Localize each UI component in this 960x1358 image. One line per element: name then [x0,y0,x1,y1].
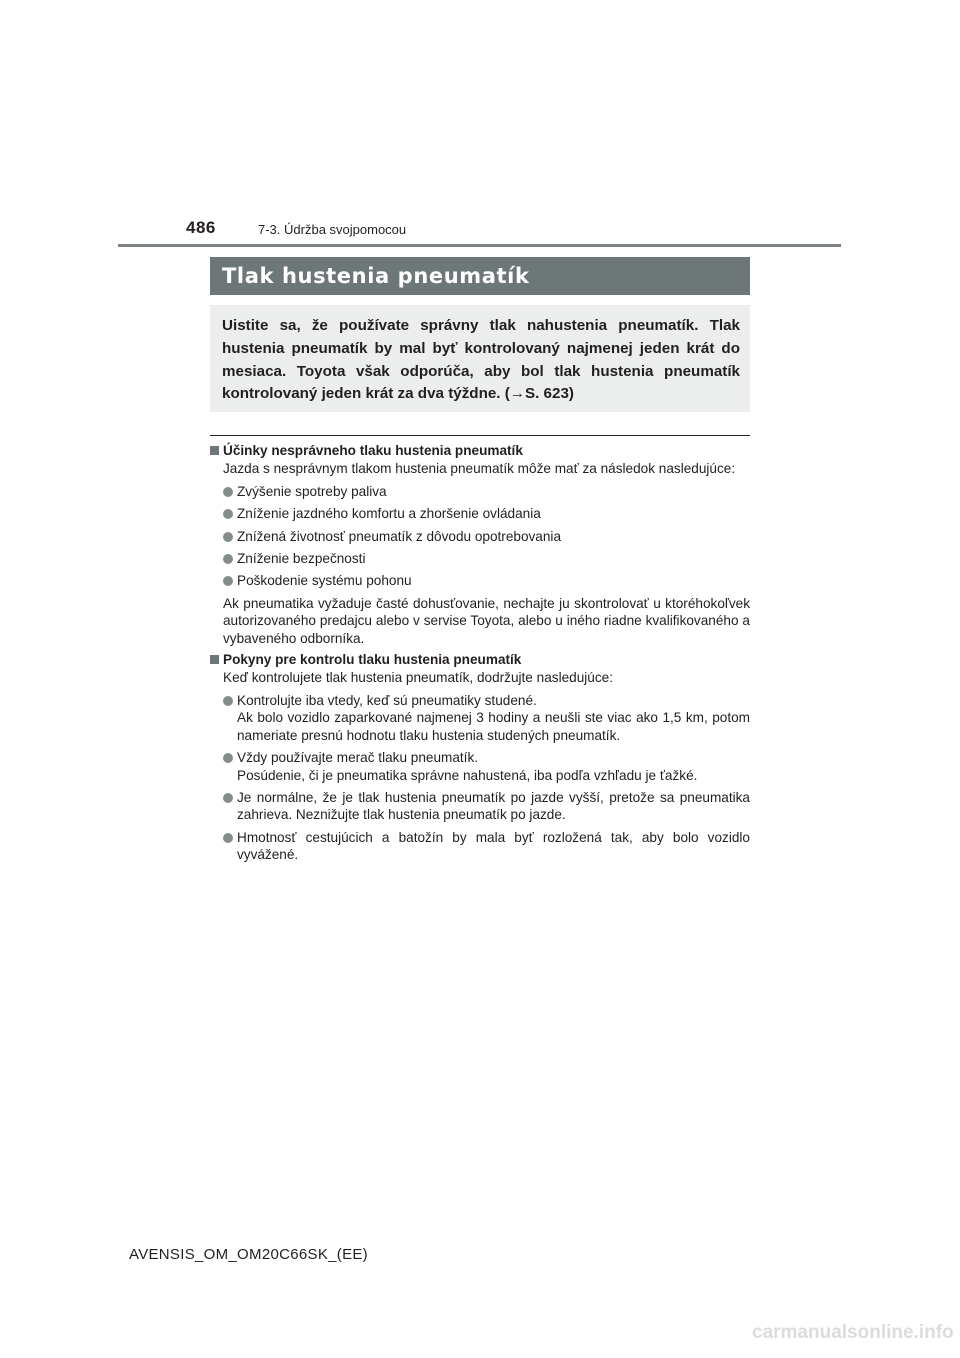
intro-text: Uistite sa, že používate správny tlak nahustenia pneumatík. Tlak hustenia pneumatík by mal byť kontrolovaný najmenej jeden krát do mesiaca. Toyota však odporúča, aby bol tlak hustenia pneumatík kontrolovaný jeden krát za dva týždne. (→S. 623) [222,317,740,403]
section-heading-text: Účinky nesprávneho tlaku hustenia pneumatík [223,443,523,458]
list-item [223,829,750,864]
list-item-text: Kontrolujte iba vtedy, keď sú pneumatiky studené. [237,692,537,708]
section-heading-text: Pokyny pre kontrolu tlaku hustenia pneumatík [223,652,522,668]
round-bullet-icon [223,696,233,706]
section-reference: 7-3. Údržba svojpomocou [258,222,407,237]
document-code: AVENSIS_OM_OM20C66SK_(EE) [129,1246,368,1263]
round-bullet-icon [223,509,233,519]
square-bullet-icon [210,655,219,664]
watermark: carmanualsonline.info [752,1322,954,1343]
content [210,442,750,864]
header-divider [118,244,841,247]
page-number: 486 [186,218,216,237]
list-item-text: Zníženie bezpečnosti [237,551,366,567]
list-item-detail: Posúdenie, či je pneumatika správne nahustená, iba podľa vzhľadu je ťažké. [237,767,698,783]
list-item [223,483,750,500]
list-item [223,692,750,744]
list-item-text: Vždy používajte merač tlaku pneumatík. [237,750,479,766]
section-intro-text: Jazda s nesprávnym tlakom hustenia pneumatík môže mať za následok nasledujúce: [223,461,736,477]
section-check-instructions [210,651,750,863]
round-bullet-icon [223,487,233,497]
section-heading [210,651,750,668]
section-effects [210,442,750,647]
list-item-text: Znížená životnosť pneumatík z dôvodu opotrebovania [237,528,561,544]
list-item [223,550,750,567]
list-item [223,505,750,522]
list-item [223,749,750,784]
list-item-text: Je normálne, že je tlak hustenia pneumatík po jazde vyšší, pretože sa pneumatika zahrieva. Neznižujte tlak hustenia pneumatík po jazde. [237,789,750,823]
title-banner [210,257,750,295]
round-bullet-icon [223,753,233,763]
intro-box [210,305,750,412]
list-item [223,572,750,589]
list-item-text: Zníženie jazdného komfortu a zhoršenie ovládania [237,506,541,522]
list-item [223,528,750,545]
round-bullet-icon [223,793,233,803]
round-bullet-icon [223,833,233,843]
section-closing-text: Ak pneumatika vyžaduje časté dohusťovanie, nechajte ju skontrolovať u ktoréhokoľvek autorizovaného predajcu alebo v servise Toyota, alebo u iného riadne kvalifikovaného a vybaveného odborníka. [223,595,750,646]
page-title: Tlak hustenia pneumatík [222,264,530,288]
section-divider [210,435,750,436]
round-bullet-icon [223,576,233,586]
section-intro-text: Keď kontrolujete tlak hustenia pneumatík, dodržujte nasledujúce: [223,670,613,686]
list-item-text: Hmotnosť cestujúcich a batožín by mala byť rozložená tak, aby bolo vozidlo vyvážené. [237,829,750,863]
round-bullet-icon [223,532,233,542]
list-item-detail: Ak bolo vozidlo zaparkované najmenej 3 hodiny a neušli ste viac ako 1,5 km, potom nameriate presnú hodnotu tlaku hustenia studených pneumatík. [237,710,750,743]
section-heading [210,442,750,459]
list-item [223,789,750,824]
list-item-text: Poškodenie systému pohonu [237,573,412,589]
list-item-text: Zvýšenie spotreby paliva [237,483,387,499]
square-bullet-icon [210,446,219,455]
round-bullet-icon [223,554,233,564]
